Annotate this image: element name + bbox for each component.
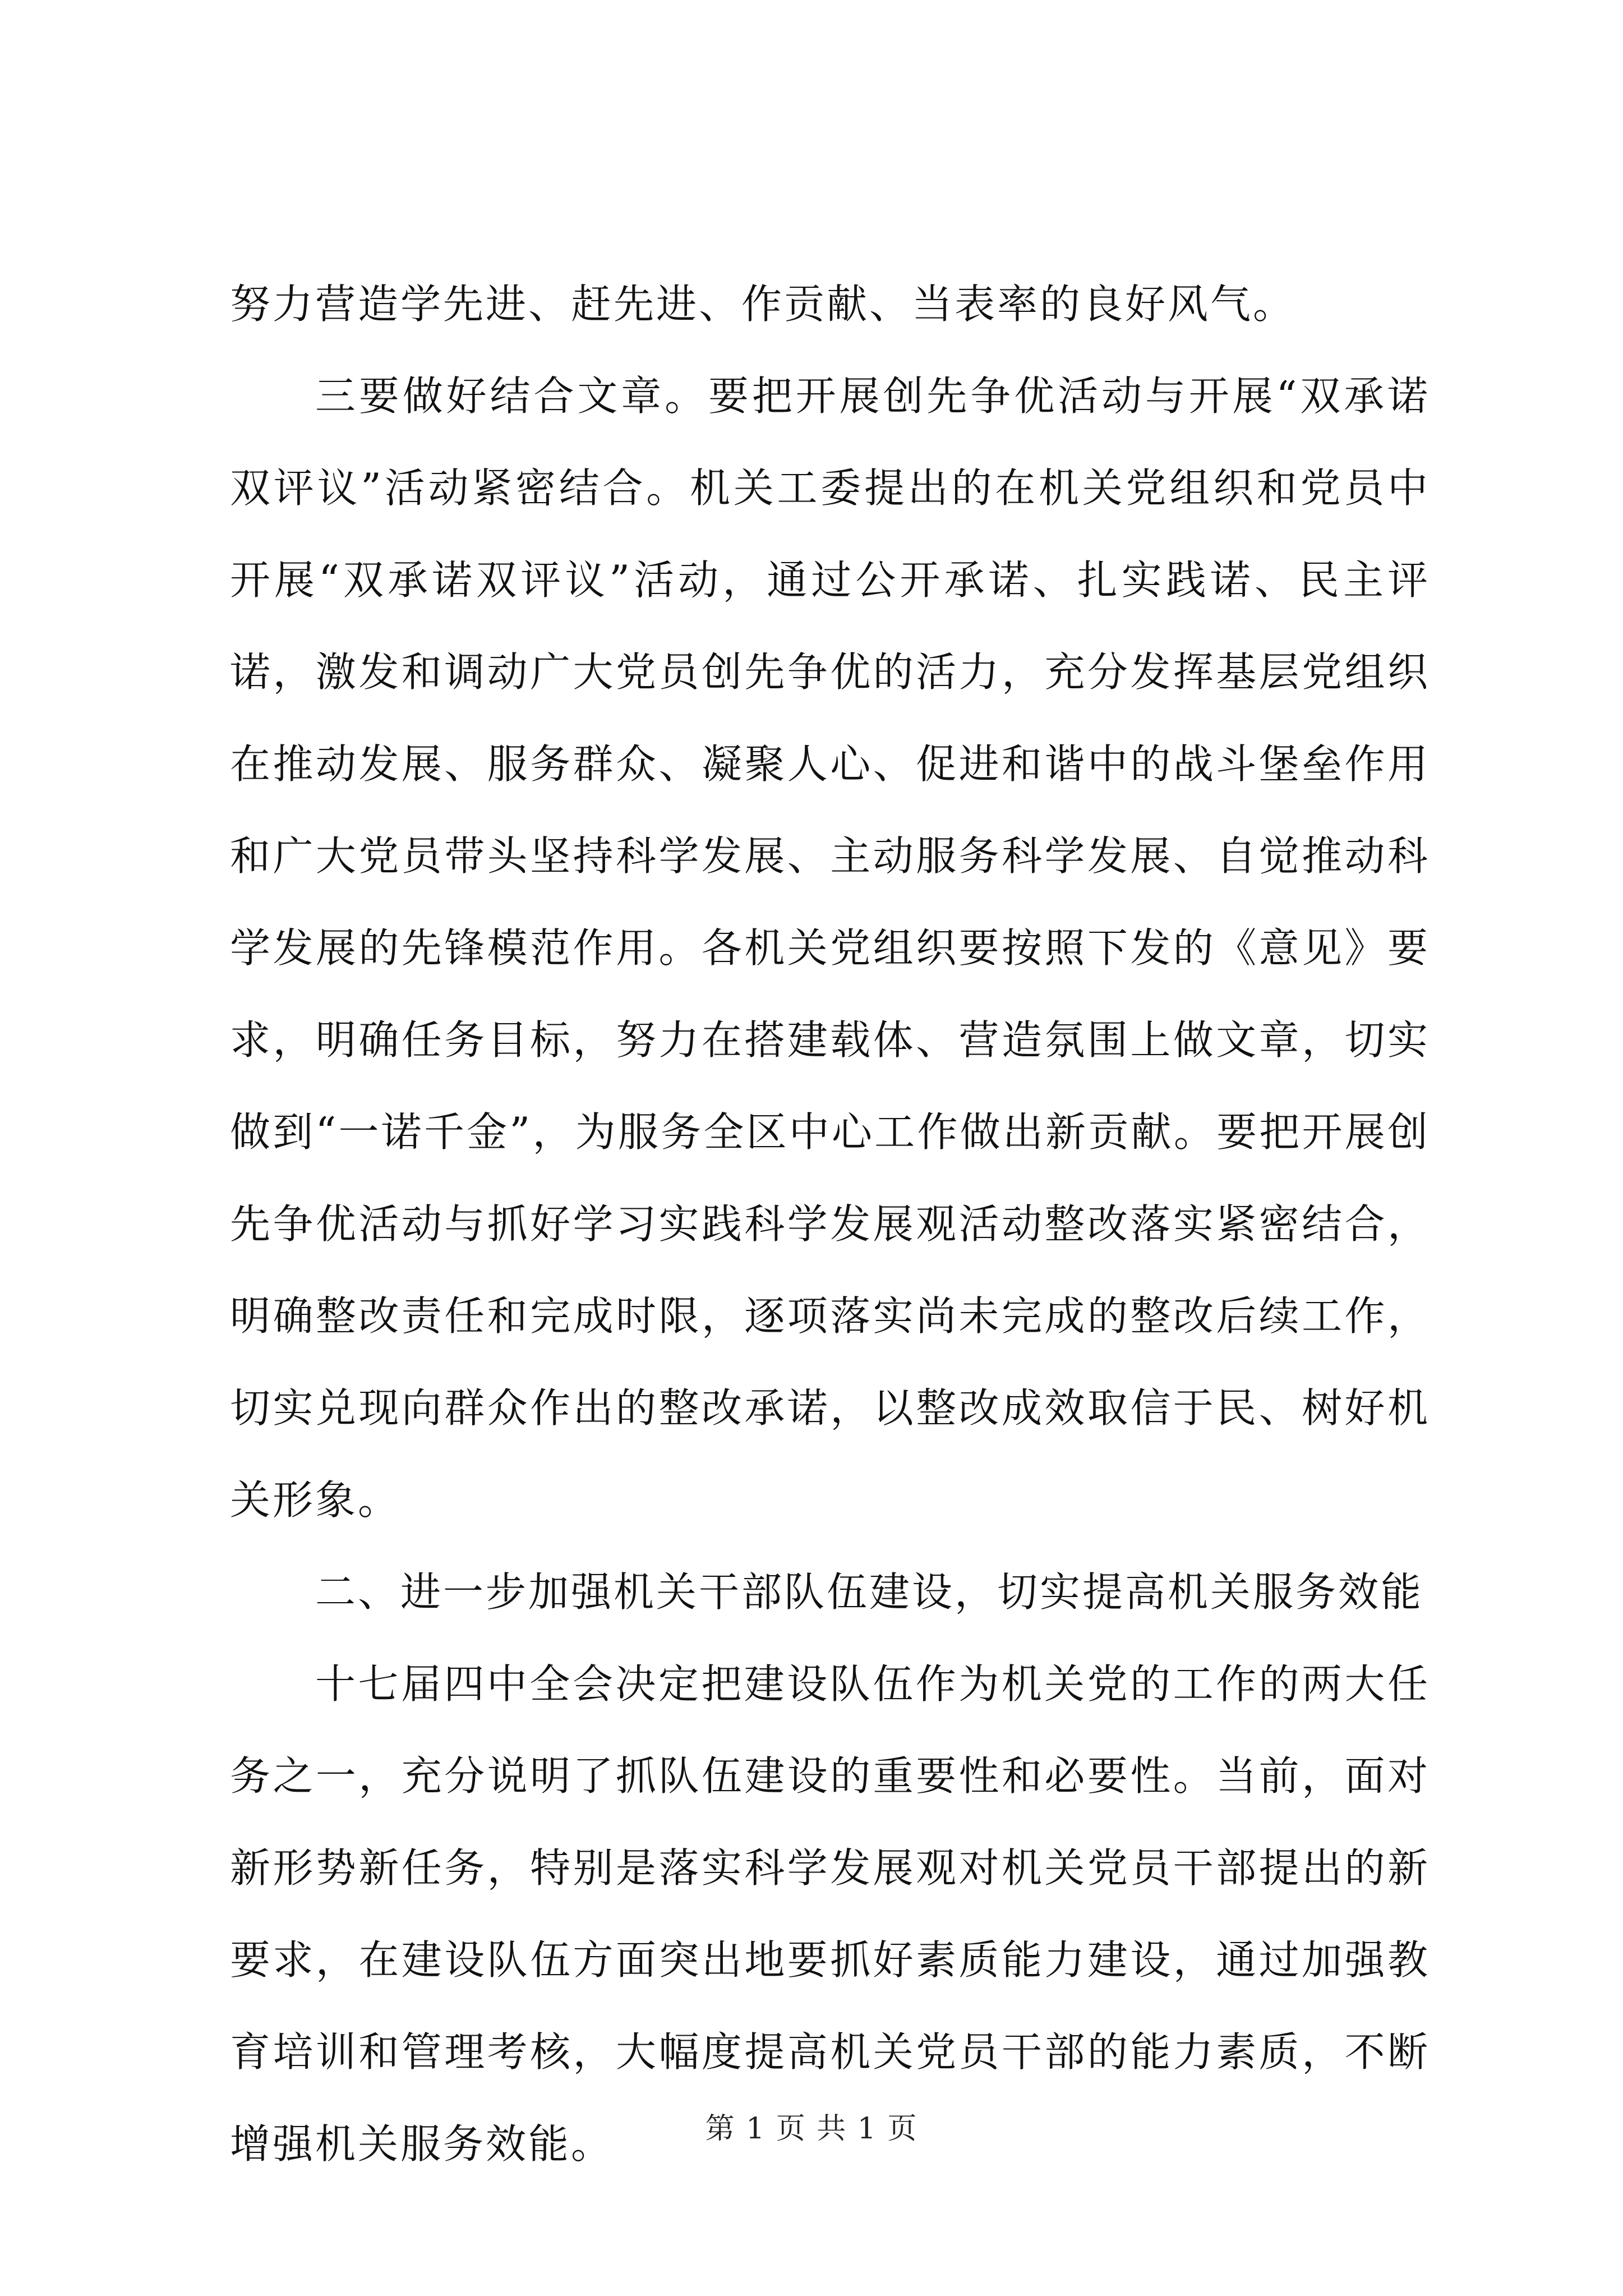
page-footer: 第 1 页 共 1 页	[705, 2112, 918, 2146]
section-heading: 二、进一步加强机关干部队伍建设，切实提高机关服务效能	[315, 1568, 1424, 1616]
paragraph-continuation: 努力营造学先进、赶先进、作贡献、当表率的良好风气。	[230, 280, 1296, 328]
document-body	[230, 258, 1430, 2190]
paragraph-combination-article: 三要做好结合文章。要把开展创先争优活动与开展“双承诺双评议”活动紧密结合。机关工委提出的在机关党组织和党员中开展“双承诺双评议”活动，通过公开承诺、扎实践诺、民主评诺，激发和调动广大党员创先争优的活力，充分发挥基层党组织在推动发展、服务群众、凝聚人心、促进和谐中的战斗堡垒作用和广大党员带头坚持科学发展、主动服务科学发展、自觉推动科学发展的先锋模范作用。各机关党组织要按照下发的《意见》要求，明确任务目标，努力在搭建载体、营造氛围上做文章，切实做到“一诺千金”，为服务全区中心工作做出新贡献。要把开展创先争优活动与抓好学习实践科学发展观活动整改落实紧密结合，明确整改责任和完成时限，逐项落实尚未完成的整改后续工作，切实兑现向群众作出的整改承诺，以整改成效取信于民、树好机关形象。	[230, 372, 1430, 1524]
paragraph-team-building: 十七届四中全会决定把建设队伍作为机关党的工作的两大任务之一，充分说明了抓队伍建设的重要性和必要性。当前，面对新形势新任务，特别是落实科学发展观对机关党员干部提出的新要求，在建设队伍方面突出地要抓好素质能力建设，通过加强教育培训和管理考核，大幅度提高机关党员干部的能力素质，不断增强机关服务效能。	[230, 1660, 1430, 2168]
